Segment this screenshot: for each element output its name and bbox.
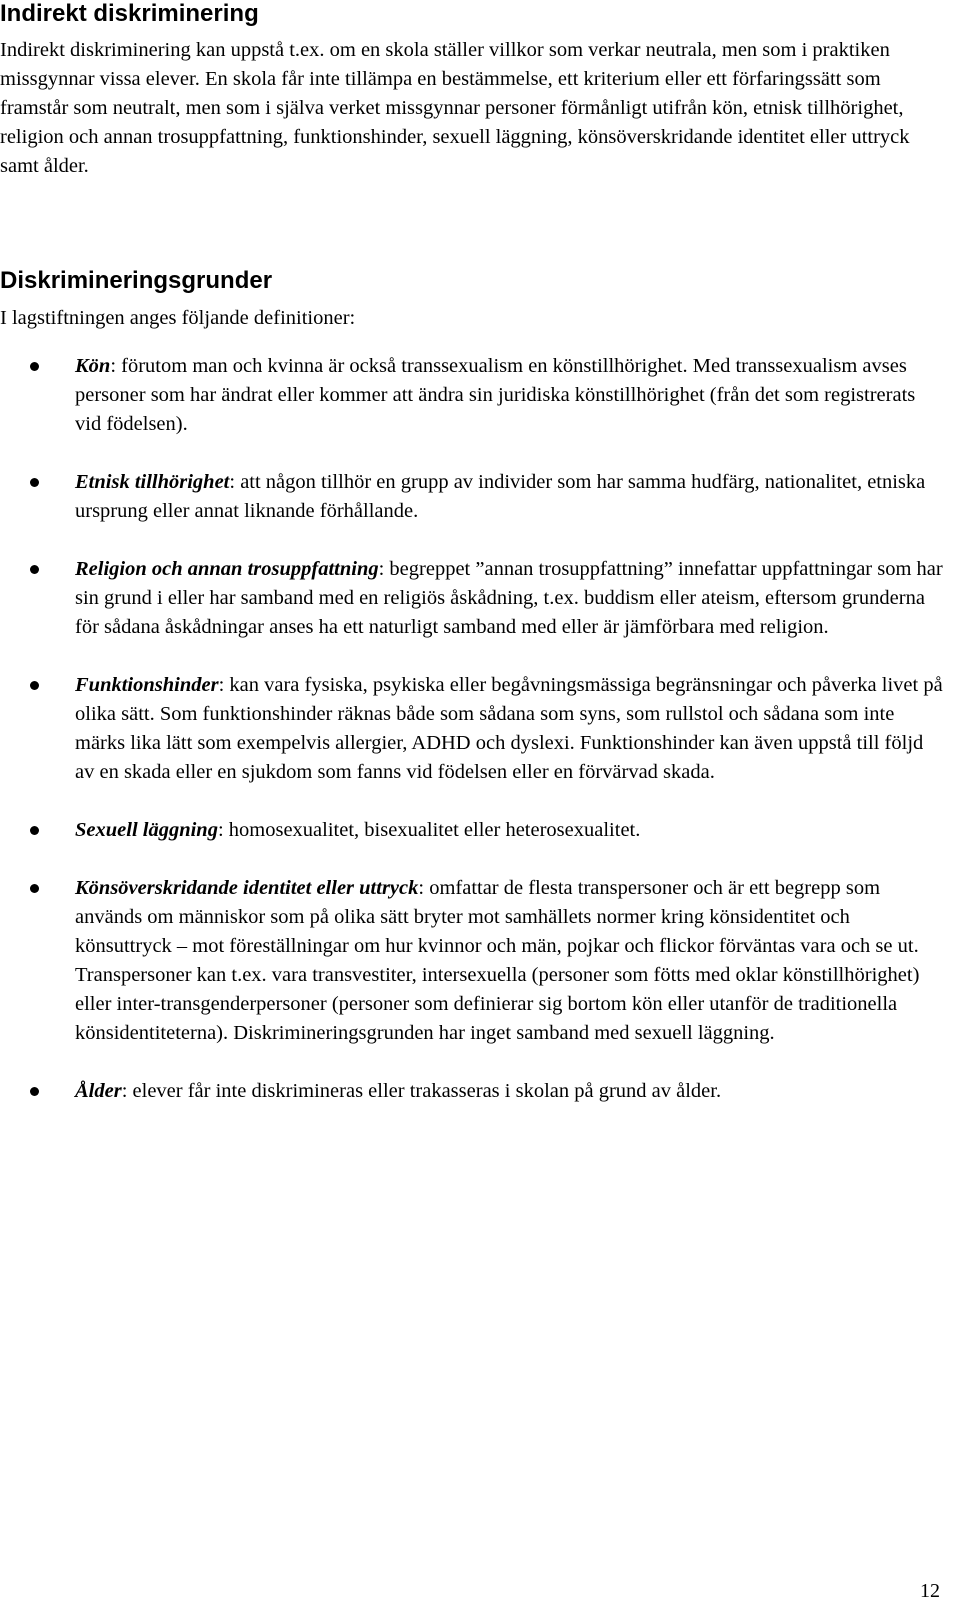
bullet-icon: [30, 681, 39, 690]
definition-text: : begreppet ”annan trosuppfattning” innefattar uppfattningar som har sin grund i eller har samband med en religiös åskådning, t.ex. buddism eller ateism, eftersom grunderna för sådana åskådningar anses ha ett naturligt samband med eller är jämförbara med religion.: [75, 558, 943, 638]
definition-term: Kön: [75, 355, 111, 377]
definition-text: : omfattar de flesta transpersoner och är ett begrepp som används om människor som på olika sätt bryter mot samhällets normer kring könsidentitet och könsuttryck – mot föreställningar om hur kvinnor och män, pojkar och flickor förväntas vara och se ut. Transpersoner kan t.ex. vara transvestiter, intersexuella (personer som fötts med oklar könstillhörighet) eller inter-transgenderpersoner (personer som definierar sig bortom kön eller utanför de traditionella könsidentiteterna). Diskrimineringsgrunden har inget samband med sexuell läggning.: [75, 877, 920, 1044]
page-number: 12: [920, 1580, 940, 1602]
bullet-icon: [30, 362, 39, 371]
definition-alder: [0, 1077, 945, 1106]
section-heading-discrimination-grounds: Diskrimineringsgrunder: [0, 267, 273, 294]
definition-text: : att någon tillhör en grupp av individer som har samma hudfärg, nationalitet, etniska ursprung eller annat liknande förhållande.: [75, 471, 926, 522]
definition-text: : förutom man och kvinna är också transsexualism en könstillhörighet. Med transsexualism avses personer som har ändrat eller kommer att ändra sin juridiska könstillhörighet (från det som registrerats vid födelsen).: [75, 355, 916, 435]
definition-funktionshinder: [0, 671, 945, 787]
section-heading-indirect-discrimination: Indirekt diskriminering: [0, 0, 259, 27]
bullet-icon: [30, 884, 39, 893]
definition-religion: [0, 555, 945, 642]
definition-term: Etnisk tillhörighet: [75, 471, 230, 493]
definition-term: Sexuell läggning: [75, 819, 218, 841]
definition-konsoverskridande: [0, 874, 945, 1048]
definition-term: Ålder: [75, 1080, 122, 1102]
definition-sexuell-laggning: [0, 816, 945, 845]
definition-etnisk-tillhorighet: [0, 468, 945, 526]
definition-text: : homosexualitet, bisexualitet eller heterosexualitet.: [217, 819, 641, 841]
paragraph-definitions-intro: I lagstiftningen anges följande definitioner:: [0, 307, 356, 329]
definition-term: Funktionshinder: [75, 674, 219, 696]
definition-term: Religion och annan trosuppfattning: [75, 558, 379, 580]
bullet-icon: [30, 1087, 39, 1096]
definitions-list: [0, 352, 945, 1135]
definition-kon: [0, 352, 945, 439]
definition-text: : elever får inte diskrimineras eller trakasseras i skolan på grund av ålder.: [121, 1080, 722, 1102]
bullet-icon: [30, 565, 39, 574]
bullet-icon: [30, 826, 39, 835]
bullet-icon: [30, 478, 39, 487]
paragraph-indirect-discrimination: Indirekt diskriminering kan uppstå t.ex. om en skola ställer villkor som verkar neutrala, men som i praktiken missgynnar vissa elever. En skola får inte tillämpa en bestämmelse, ett kriterium eller ett förfaringssätt som framstår som neutralt, men som i själva verket missgynnar personer förmånligt utifrån kön, etnisk tillhörighet, religion och annan trosuppfattning, funktionshinder, sexuell läggning, könsöverskridande identitet eller uttryck samt ålder.: [0, 39, 910, 177]
definition-text: : kan vara fysiska, psykiska eller begåvningsmässiga begränsningar och påverka livet på olika sätt. Som funktionshinder räknas både som sådana som syns, som rullstol och sådana som inte märks lika lätt som exempelvis allergier, ADHD och dyslexi. Funktionshinder kan även uppstå till följd av en skada eller en sjukdom som fanns vid födelsen eller en förvärvad skada.: [75, 674, 943, 783]
definition-term: Könsöverskridande identitet eller uttryck: [75, 877, 419, 899]
